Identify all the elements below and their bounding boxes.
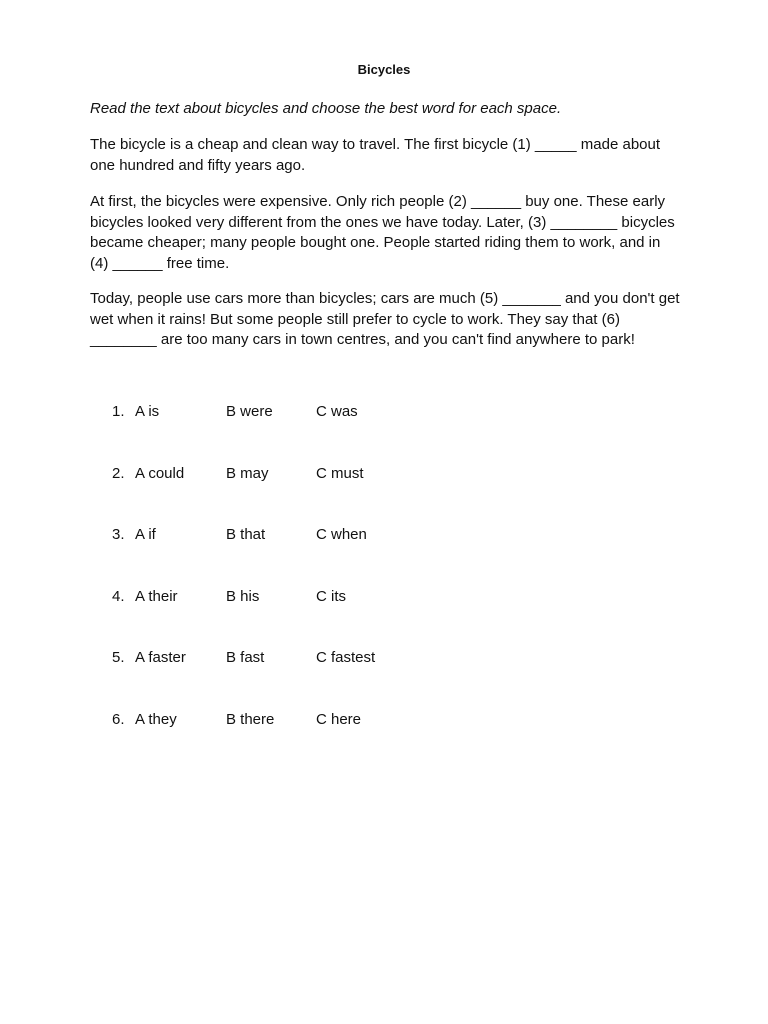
paragraph-1: The bicycle is a cheap and clean way to travel. The first bicycle (1) _____ made about one hundred and fifty years ago. [90, 136, 661, 174]
option-b: B were [226, 403, 273, 420]
option-a: A faster [135, 649, 186, 666]
option-c: C must [316, 465, 364, 482]
option-b: B his [226, 588, 260, 605]
option-b: B fast [226, 649, 265, 666]
question-item [0, 710, 768, 730]
question-number: 3. [112, 526, 125, 543]
option-a: A they [135, 711, 177, 728]
paragraph-3: Today, people use cars more than bicycles; cars are much (5) _______ and you don't get wet when it rains! But some people still prefer to cycle to work. They say that (6) ________ are too many cars in town centres, and you can't find anywhere to park! [90, 290, 680, 349]
option-a: A their [135, 588, 178, 605]
option-a: A is [135, 403, 160, 420]
question-number: 4. [112, 588, 125, 605]
option-a: A could [135, 465, 185, 482]
option-b: B there [226, 711, 275, 728]
option-a: A if [135, 526, 156, 543]
option-c: C was [316, 403, 358, 420]
option-c: C here [316, 711, 362, 728]
option-b: B that [226, 526, 266, 543]
question-item [0, 402, 768, 422]
option-b: B may [226, 465, 269, 482]
question-number: 5. [112, 649, 125, 666]
question-number: 6. [112, 711, 125, 728]
option-c: C its [316, 588, 346, 605]
question-number: 2. [112, 465, 125, 482]
instruction-text: Read the text about bicycles and choose the best word for each space. [90, 100, 562, 117]
paragraph-2: At first, the bicycles were expensive. Only rich people (2) ______ buy one. These early bicycles looked very different from the ones we have today. Later, (3) ________ bicycles became cheaper; many people bought one. People started riding them to work, and in (4) ______ free time. [90, 193, 675, 272]
question-item [0, 525, 768, 545]
question-number: 1. [112, 403, 125, 420]
question-item [0, 587, 768, 607]
document-title: Bicycles [357, 62, 411, 77]
option-c: C fastest [316, 649, 376, 666]
question-item [0, 648, 768, 668]
question-item [0, 464, 768, 484]
option-c: C when [316, 526, 367, 543]
